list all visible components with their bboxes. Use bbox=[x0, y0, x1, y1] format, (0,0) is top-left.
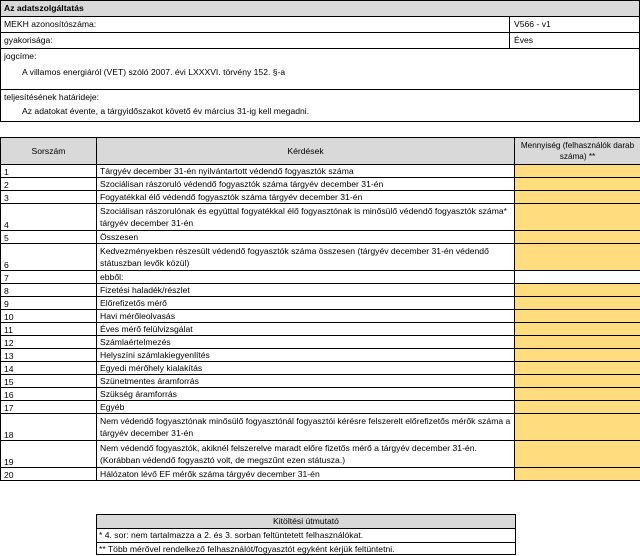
row-number: 7 bbox=[1, 271, 97, 284]
quantity-input[interactable] bbox=[515, 310, 640, 323]
table-row bbox=[1, 297, 640, 310]
quantity-input[interactable] bbox=[515, 191, 640, 204]
row-number: 10 bbox=[1, 310, 97, 323]
row-question: Nem védendő fogyasztók, akiknél felszerelve maradt előre fizetős mérő a tárgyév december 31-én. (Korábban védendő fogyasztó volt, de megszűnt ezen státusza.) bbox=[97, 441, 515, 468]
row-question: Összesen bbox=[97, 231, 515, 244]
guide-note-2: ** Több mérővel rendelkező felhasználót/fogyasztót egyként kérjük feltüntetni. bbox=[97, 543, 515, 556]
row-number: 14 bbox=[1, 362, 97, 375]
frequency-label: gyakorisága: bbox=[4, 35, 53, 45]
row-number: 16 bbox=[1, 388, 97, 401]
table-row bbox=[1, 284, 640, 297]
row-question: Tárgyév december 31-én nyilvántartott védendő fogyasztók száma bbox=[97, 165, 515, 178]
row-number: 5 bbox=[1, 231, 97, 244]
row-question: Hálózaton lévő EF mérők száma tárgyév december 31-én bbox=[97, 468, 515, 481]
quantity-input[interactable] bbox=[515, 388, 640, 401]
deadline-block bbox=[1, 89, 639, 118]
mekh-id-label: MEKH azonosítószáma: bbox=[4, 19, 96, 29]
table-row bbox=[1, 388, 640, 401]
row-number: 19 bbox=[1, 441, 97, 468]
row-question: Helyszíni számlakiegyenlítés bbox=[97, 349, 515, 362]
row-number: 8 bbox=[1, 284, 97, 297]
row-question: Szociálisan rászorulónak és egyúttal fogyatékkal élő fogyasztónak is minősülő védendő fogyasztók száma* tárgyév december 31-én bbox=[97, 204, 515, 231]
table-row bbox=[1, 375, 640, 388]
table-row bbox=[1, 401, 640, 414]
quantity-input[interactable] bbox=[515, 204, 640, 231]
row-question: Fizetési haladék/részlet bbox=[97, 284, 515, 297]
legal-basis-block bbox=[1, 49, 639, 89]
row-number: 12 bbox=[1, 336, 97, 349]
quantity-input[interactable] bbox=[515, 323, 640, 336]
row-number: 2 bbox=[1, 178, 97, 191]
row-question: Szükség áramforrás bbox=[97, 388, 515, 401]
table-row bbox=[1, 336, 640, 349]
row-question: Egyéb bbox=[97, 401, 515, 414]
quantity-input[interactable] bbox=[515, 336, 640, 349]
guide-title: Kitöltési útmutató bbox=[97, 515, 515, 529]
guide-note-1: * 4. sor: nem tartalmazza a 2. és 3. sorban feltüntetett felhasználókat. bbox=[97, 529, 515, 543]
quantity-input[interactable] bbox=[515, 375, 640, 388]
table-row bbox=[1, 244, 640, 271]
quantity-input[interactable] bbox=[515, 231, 640, 244]
mekh-id-value: V566 - v1 bbox=[509, 17, 551, 32]
row-question: Fogyatékkal élő védendő fogyasztók száma tárgyév december 31-én bbox=[97, 191, 515, 204]
row-question: Éves mérő felülvizsgálat bbox=[97, 323, 515, 336]
col-header-quantity: Mennyiség (felhasználók darab száma) ** bbox=[515, 138, 640, 165]
quantity-input[interactable] bbox=[515, 284, 640, 297]
row-number: 1 bbox=[1, 165, 97, 178]
table-row bbox=[1, 191, 640, 204]
legal-basis-value: A villamos energiáról (VET) szóló 2007. évi LXXXVI. törvény 152. §-a bbox=[4, 65, 639, 79]
data-provision-info bbox=[0, 0, 640, 122]
quantity-input[interactable] bbox=[515, 468, 640, 481]
table-row bbox=[1, 362, 640, 375]
table-row bbox=[1, 204, 640, 231]
table-row bbox=[1, 310, 640, 323]
quantity-input[interactable] bbox=[515, 165, 640, 178]
table-row bbox=[1, 271, 640, 284]
quantity-input[interactable] bbox=[515, 297, 640, 310]
row-number: 15 bbox=[1, 375, 97, 388]
row-number: 3 bbox=[1, 191, 97, 204]
row-question: Kedvezményekben részesült védendő fogyasztók száma összesen (tárgyév december 31-én védendő státuszban levők közül) bbox=[97, 244, 515, 271]
frequency-value: Éves bbox=[509, 33, 533, 48]
deadline-label: teljesítésének határideje: bbox=[4, 90, 639, 104]
row-question: Előrefizetős mérő bbox=[97, 297, 515, 310]
table-row bbox=[1, 414, 640, 441]
quantity-input[interactable] bbox=[515, 401, 640, 414]
row-number: 11 bbox=[1, 323, 97, 336]
quantity-input[interactable] bbox=[515, 441, 640, 468]
quantity-input[interactable] bbox=[515, 178, 640, 191]
table-row bbox=[1, 349, 640, 362]
quantity-input[interactable] bbox=[515, 362, 640, 375]
row-number: 18 bbox=[1, 414, 97, 441]
row-question: Számlaértelmezés bbox=[97, 336, 515, 349]
row-question: Egyedi mérőhely kialakítás bbox=[97, 362, 515, 375]
row-number: 13 bbox=[1, 349, 97, 362]
quantity-input[interactable] bbox=[515, 244, 640, 271]
table-row bbox=[1, 441, 640, 468]
row-number: 9 bbox=[1, 297, 97, 310]
table-header-row bbox=[1, 138, 640, 165]
row-question: Nem védendő fogyasztónak minősülő fogyasztónál fogyasztói kérésre felszerelt előrefizetős mérők száma a tárgyév december 31-én bbox=[97, 414, 515, 441]
quantity-input[interactable] bbox=[515, 414, 640, 441]
table-row bbox=[1, 468, 640, 481]
quantity-input[interactable] bbox=[515, 349, 640, 362]
table-row bbox=[1, 323, 640, 336]
frequency-row bbox=[1, 33, 639, 49]
legal-basis-label: jogcíme: bbox=[4, 49, 639, 63]
col-header-number: Sorszám bbox=[1, 138, 97, 165]
row-question: Szünetmentes áramforrás bbox=[97, 375, 515, 388]
row-question: ebből: bbox=[97, 271, 515, 284]
mekh-id-row bbox=[1, 17, 639, 33]
row-number: 17 bbox=[1, 401, 97, 414]
row-number: 20 bbox=[1, 468, 97, 481]
row-question: Havi mérőleolvasás bbox=[97, 310, 515, 323]
row-number: 6 bbox=[1, 244, 97, 271]
row-question: Szociálisan rászoruló védendő fogyasztók száma tárgyév december 31-én bbox=[97, 178, 515, 191]
info-header: Az adatszolgáltatás bbox=[1, 1, 639, 17]
filling-guide bbox=[96, 514, 516, 555]
quantity-cell-empty bbox=[515, 271, 640, 284]
row-number: 4 bbox=[1, 204, 97, 231]
deadline-value: Az adatokat évente, a tárgyidőszakot követő év március 31-ig kell megadni. bbox=[4, 104, 639, 118]
table-row bbox=[1, 178, 640, 191]
col-header-question: Kérdések bbox=[97, 138, 515, 165]
table-row bbox=[1, 231, 640, 244]
questions-table bbox=[0, 137, 640, 481]
table-row bbox=[1, 165, 640, 178]
